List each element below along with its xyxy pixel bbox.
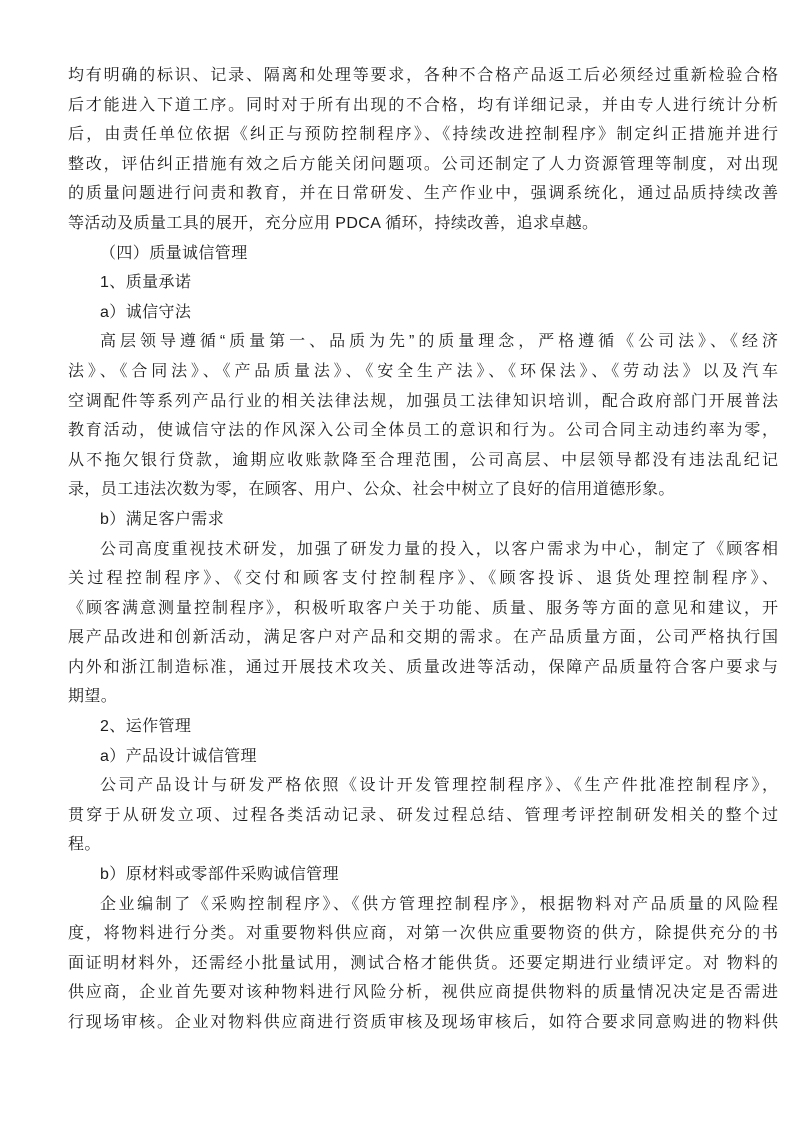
paragraph-line: 展产品改进和创新活动，满足客户对产品和交期的需求。在产品质量方面，公司严格执行国 [68,629,778,647]
paragraph-line: 等活动及质量工具的展开，充分应用 PDCA 循环，持续改善，追求卓越。 [68,214,599,232]
paragraph-line: 企业编制了《采购控制程序》、《供方管理控制程序》，根据物料对产品质量的风险程 [100,895,778,913]
document-text-block [68,61,778,1038]
paragraph-line: 期望。 [68,688,118,706]
paragraph-line: 的质量问题进行问责和教育，并在日常研发、生产作业中，强调系统化，通过品质持续改善 [68,185,778,203]
paragraph-line: 行现场审核。企业对物料供应商进行资质审核及现场审核后，如符合要求同意购进的物料供 [68,1014,778,1031]
paragraph-line: 空调配件等系列产品行业的相关法律法规，加强员工法律知识培训，配合政府部门开展普法 [68,392,778,410]
paragraph-line: 法》、《合同法》、《产品质量法》、《安全生产法》、《环保法》、《劳动法》以及汽车 [68,362,778,380]
paragraph-line: 《顾客满意测量控制程序》，积极听取客户关于功能、质量、服务等方面的意见和建议，开 [68,599,778,617]
paragraph-line: 公司产品设计与研发严格依照《设计开发管理控制程序》、《生产件批准控制程序》， [100,777,778,795]
paragraph-line: 后才能进入下道工序。同时对于所有出现的不合格，均有详细记录，并由专人进行统计分析 [68,96,778,114]
paragraph-line: 度，将物料进行分类。对重要物料供应商，对第一次供应重要物资的供方，除提供充分的书 [68,925,778,943]
heading-satisfy-customer-needs: b）满足客户需求 [100,510,225,528]
paragraph-line: 公司高度重视技术研发，加强了研发力量的投入，以客户需求为中心，制定了《顾客相 [100,540,778,558]
heading-procurement-integrity: b）原材料或零部件采购诚信管理 [100,866,339,884]
paragraph-line: 高层领导遵循“质量第一、品质为先”的质量理念，严格遵循《公司法》、《经济 [100,333,778,351]
heading-integrity-law-abiding: a）诚信守法 [100,303,192,321]
heading-quality-integrity-management: （四）质量诚信管理 [100,244,248,262]
paragraph-line: 录，员工违法次数为零，在顾客、用户、公众、社会中树立了良好的信用道德形象。 [68,481,675,499]
paragraph-line: 关过程控制程序》、《交付和顾客支付控制程序》、《顾客投诉、退货处理控制程序》、 [68,570,778,588]
heading-product-design-integrity: a）产品设计诚信管理 [100,747,257,765]
paragraph-line: 整改，评估纠正措施有效之后方能关闭问题项。公司还制定了人力资源管理等制度，对出现 [68,155,778,173]
paragraph-line: 教育活动，使诚信守法的作风深入公司全体员工的意识和行为。公司合同主动违约率为零， [68,422,778,440]
paragraph-line: 从不拖欠银行贷款，逾期应收账款降至合理范围，公司高层、中层领导都没有违法乱纪记 [68,451,778,469]
paragraph-line: 后，由责任单位依据《纠正与预防控制程序》、《持续改进控制程序》制定纠正措施并进行 [68,126,778,144]
heading-quality-commitment: 1、质量承诺 [100,274,192,292]
paragraph-line: 面证明材料外，还需经小批量试用，测试合格才能供货。还要定期进行业绩评定。对 物料的 [68,954,778,972]
paragraph-line: 内外和浙江制造标准，通过开展技术攻关、质量改进等活动，保障产品质量符合客户要求与 [68,658,778,676]
heading-operation-management: 2、运作管理 [100,718,192,736]
paragraph-line: 供应商，企业首先要对该种物料进行风险分析，视供应商提供物料的质量情况决定是否需进 [68,984,778,1002]
paragraph-line: 贯穿于从研发立项、过程各类活动记录、研发过程总结、管理考评控制研发相关的整个过 [68,806,778,824]
paragraph-line: 均有明确的标识、记录、隔离和处理等要求，各种不合格产品返工后必须经过重新检验合格 [68,67,778,84]
paragraph-line: 程。 [68,836,101,854]
